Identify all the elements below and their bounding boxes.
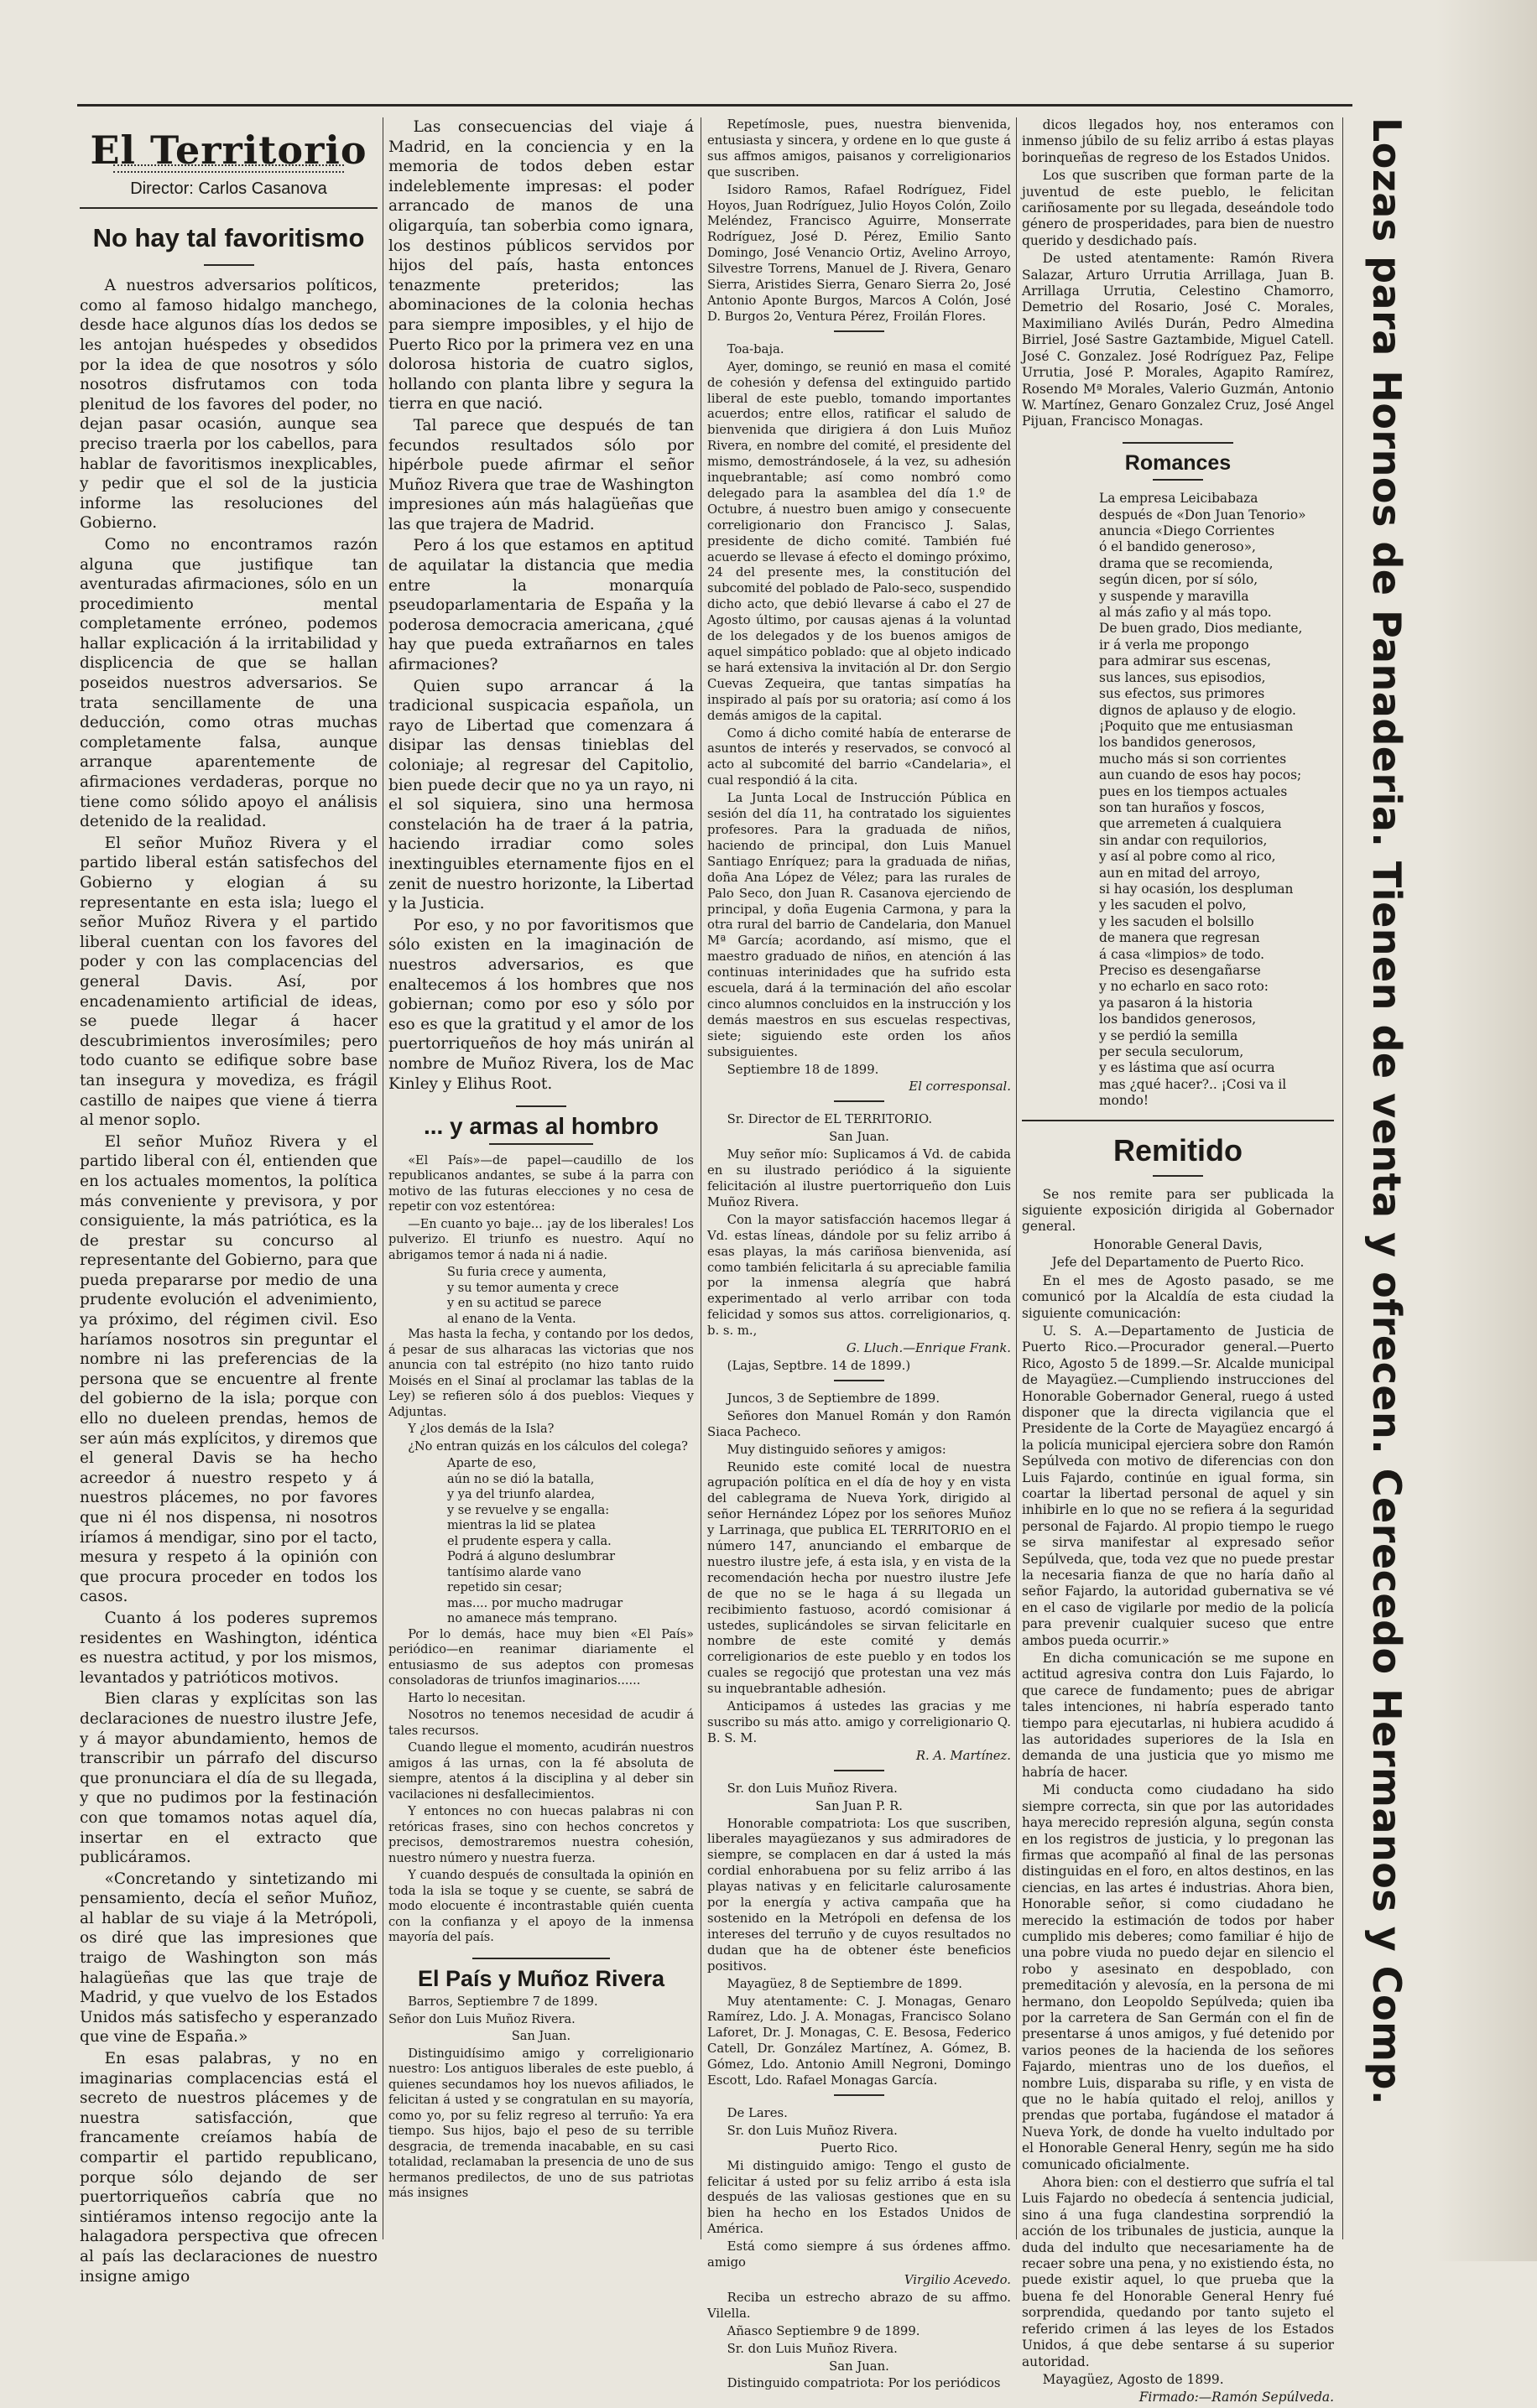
verse-line: sin andar con requilorios, xyxy=(1099,832,1268,848)
paragraph: Juncos, 3 de Septiembre de 1899. xyxy=(727,1391,940,1406)
paragraph: Distinguido compatriota: Por los periódicos xyxy=(727,2376,1001,2391)
paragraph: En dicha comunicación se me supone en actitud agresiva contra don Luis Fajardo, lo que carece de fundamento; pues de abrigar tales intenciones, ni habría esperado tanto tiempo para ejecutarlas, ni hubiera acudido á las autoridades superiores de la Isla en demanda de una justicia que yo mismo me habría de hacer. xyxy=(1022,1651,1334,1780)
signature: G. Lluch.—Enrique Frank. xyxy=(846,1341,1011,1356)
verse-line: los bandidos generosos, xyxy=(1099,735,1257,751)
column-divider xyxy=(1016,117,1017,2239)
paragraph: San Juan. xyxy=(829,2359,889,2374)
short-rule xyxy=(204,264,254,266)
paragraph: Anticipamos á ustedes las gracias y me suscribo su más atto. amigo y correligionario Q. B. S. M. xyxy=(707,1699,1011,1745)
verse-line: ir á verla me propongo xyxy=(1099,637,1249,653)
paragraph: Pero á los que estamos en aptitud de aquilatar la distancia que media entre la monarquía pseudoparlamentaria de España y la poderosa democracia americana, ¿qué hay que pueda extrañarnos en tales afirmaciones? xyxy=(388,537,694,674)
verse-line: anuncia «Diego Corrientes xyxy=(1099,523,1275,539)
verse-line: el prudente espera y calla. xyxy=(447,1534,612,1548)
paragraph: Con la mayor satisfacción hacemos llegar á Vd. estas líneas, dándole por su feliz arribo á esas playas, la más cariñosa bienvenida, así como también felicitarla á su apreciable familia por la inmensa alegría que habrá experimentado al verlo arribar con toda felicidad y somos sus attos. correligionarios, q. b. s. m., xyxy=(707,1212,1011,1339)
verse-line: mas.... por mucho madrugar xyxy=(447,1596,623,1610)
column-4 xyxy=(1022,117,1334,2408)
paragraph: Señor don Luis Muñoz Rivera. xyxy=(388,2012,576,2026)
article-heading: Remitido xyxy=(1112,1132,1243,1168)
column-divider xyxy=(1342,117,1343,2239)
paragraph: Sr. don Luis Muñoz Rivera. xyxy=(727,2123,898,2138)
divider xyxy=(472,1958,610,1959)
verse-line: y así al pobre como al rico, xyxy=(1099,849,1276,865)
paragraph: Nosotros no tenemos necesidad de acudir á tales recursos. xyxy=(388,1708,694,1738)
paragraph: Y ¿los demás de la Isla? xyxy=(408,1422,555,1437)
paragraph: Isidoro Ramos, Rafael Rodríguez, Fidel Hoyos, Juan Rodríguez, Julio Hoyos Colón, Zoilo Meléndez, Francisco Aguirre, Monserrate Rodríguez, José D. Pérez, Emilio Santo Domingo, José Venancio Ortiz, Avelino Arroyo, Silvestre Torrens, Manuel de J. Rivera, Genaro Sierra, Aristides Sierra, Genaro Sierra 2o, José Antonio Aponte Burgos, Marcos A Colón, José D. Burgos 2o, Ventura Pérez, Froilán Flores. xyxy=(707,182,1011,324)
paragraph: Mayagüez, Agosto de 1899. xyxy=(1042,2371,1224,2387)
article-heading: Romances xyxy=(1124,450,1232,475)
signature: R. A. Martínez. xyxy=(915,1748,1011,1763)
signature: El corresponsal. xyxy=(909,1079,1011,1095)
verse-line: son tan huraños y foscos, xyxy=(1099,799,1265,815)
short-rule xyxy=(1153,1175,1203,1177)
paragraph: Toa-baja. xyxy=(727,341,784,356)
divider xyxy=(1022,1120,1334,1121)
paragraph: De usted atentamente: Ramón Rivera Salazar, Arturo Urrutia Arrillaga, Juan B. Arrillaga Urrutia, Celestino Chamorro, Demetrio del Rosario, José C. Morales, Maximiliano Avilés Durán, Pedro Almedina Birriel, José Sastre Gaztambide, Miguel Catell. José C. Gonzalez. José Rodríguez Paz, Felipe Urrutia, José P. Morales, Agapito Ramírez, Rosendo Mª Morales, Valerio Guzmán, Antonio W. Martínez, Genaro Gonzalez Cruz, José Angel Pijuan, Francisco Monagas. xyxy=(1022,251,1334,429)
verse-line: aun en mitad del arroyo, xyxy=(1099,865,1261,881)
verse-line: mientras la lid se platea xyxy=(447,1519,597,1533)
short-rule xyxy=(834,1100,884,1102)
verse-line: y es lástima que así ocurra xyxy=(1099,1060,1275,1076)
verse-line: tantísimo alarde vano xyxy=(447,1565,581,1579)
paragraph: Repetímosle, pues, nuestra bienvenida, entusiasta y sincera, y ordene en lo que guste á sus affmos amigos, paisanos y correligionarios que suscriben. xyxy=(707,117,1011,179)
verse-line: per secula seculorum, xyxy=(1099,1044,1244,1060)
verse-line: y ya del triunfo alardea, xyxy=(447,1488,596,1502)
paragraph: Jefe del Departamento de Puerto Rico. xyxy=(1051,1255,1305,1271)
verse-line: pues en los tiempos actuales xyxy=(1099,783,1288,799)
column-1 xyxy=(80,117,378,2288)
verse-line: Podrá á alguno deslumbrar xyxy=(447,1550,616,1564)
divider xyxy=(489,1143,593,1145)
paragraph: San Juan. xyxy=(511,2030,571,2044)
verse-line: los bandidos generosos, xyxy=(1099,1012,1257,1027)
paragraph: Por lo demás, hace muy bien «El País» periódico—en reanimar diariamente el entusiasmo de sus adeptos con promesas consoladoras de triunfos imaginarios...... xyxy=(388,1627,694,1688)
paragraph: Y entonces no con huecas palabras ni con retóricas frases, sino con hechos concretos y precisos, demostraremos nuestra cohesión, nuestro número y nuestra fuerza. xyxy=(388,1805,694,1865)
verse-line: repetido sin cesar; xyxy=(447,1581,563,1595)
paragraph: Barros, Septiembre 7 de 1899. xyxy=(408,1995,598,2010)
verse-line: y suspende y maravilla xyxy=(1099,588,1249,604)
masthead: El Territorio xyxy=(90,127,367,173)
verse-line: ya pasaron á la historia xyxy=(1099,995,1253,1011)
paragraph: Bien claras y explícitas son las declaraciones de nuestro ilustre Jefe, y á mayor abundamiento, hemos de transcribir un párrafo del discurso que pronunciara el día de su llegada, y que no pudimos por la festinación con que tomamos notas aquel día, insertar en el extracto que publicáramos. xyxy=(80,1690,378,1867)
verse-line: mas ¿qué hacer?.. ¡Cosi va il mondo! xyxy=(1099,1076,1287,1109)
verse-line: y se revuelve y se engalla: xyxy=(447,1503,610,1517)
paragraph: U. S. A.—Departamento de Justicia de Puerto Rico.—Procurador general.—Puerto Rico, Agosto 5 de 1899.—Sr. Alcalde municipal de Mayagüez.—Cumpliendo instrucciones del Honorable Gobernador General, ruego á usted disponer que la directa vigilancia que el Presidente de la Corte de Mayagüez encargó á la policía municipal ejerciera sobre don Ramón Sepúlveda con motivo de diferencias con don Luis Fajardo, continúe en igual forma, sin coartar la libertad personal de aquel y sin inhibirle en lo que no se refiera á la seguridad personal de Fajardo. Al propio tiempo le ruego se sirva manifestar al expresado señor Sepúlveda, que, toda vez que no puede prestar la necesaria fianza de que no haría daño al señor Fajardo, la autoridad gubernativa se vé en el caso de vigilarle por medio de la policía para prevenir cualquier suceso que entre ambos pueda ocurrir.» xyxy=(1022,1323,1334,1648)
verse-line: al enano de la Venta. xyxy=(447,1312,576,1326)
verse-line: dignos de aplauso y de elogio. xyxy=(1099,702,1296,718)
verse-line: aún no se dió la batalla, xyxy=(447,1472,595,1486)
article-heading: El País y Muñoz Rivera xyxy=(417,1965,665,1991)
divider xyxy=(80,207,378,209)
paragraph: Honorable compatriota: Los que suscriben, liberales mayagüezanos y sus admiradores de siempre, se complacen en dar á usted la más cordial enhorabuena por su feliz arribo á las playas nativas y en felicitarle calurosamente por la energía y activa campaña que ha sostenido en la Metrópoli en defensa de los intereses del terruño y de cuyos resultados no dudan que ha de obtener éste beneficios positivos. xyxy=(707,1816,1011,1974)
paragraph: —En cuanto yo baje... ¡ay de los liberales! Los pulverizo. El triunfo es nuestro. Aquí no abrigamos temor á nada ni á nadie. xyxy=(388,1217,694,1262)
paragraph: Puerto Rico. xyxy=(820,2140,899,2156)
verse-line: De buen grado, Dios mediante, xyxy=(1099,621,1303,637)
paragraph: El señor Muñoz Rivera y el partido liberal están satisfechos del Gobierno y elogian á su representante en esta isla; luego el señor Muñoz Rivera y el partido liberal cuentan con los favores del poder y con las complacencias del general Davis. Así, por encadenamiento artificial de ideas, se puede llegar á hacer descubrimientos inverosímiles; pero todo cuanto se edifique sobre base tan insegura y movediza, es frágil castillo de naipes que viene á tierra al menor soplo. xyxy=(80,834,378,1130)
paragraph: En esas palabras, y no en imaginarias complacencias está el secreto de nuestros plácemes y de nuestra satisfacción, que francamente creíamos había de compartir el partido republicano, porque sólo dejando de ser puertorriqueños cabría que no sintiéramos intenso regocijo ante la halagadora perspectiva que ofrecen al país las declaraciones de nuestro insigne amigo xyxy=(80,2050,378,2286)
paragraph: dicos llegados hoy, nos enteramos con inmenso júbilo de su feliz arribo á estas playas borinqueñas de regreso de los Estados Unidos. xyxy=(1022,117,1334,165)
paragraph: Quien supo arrancar á la tradicional suspicacia española, un rayo de Libertad que comenzara á disipar las densas tinieblas del coloniaje; al regresar del Capitolio, bien puede decir que no ya un rayo, ni el sol siquiera, sino una hermosa constelación ha de traer á la patria, haciendo irradiar como soles inextinguibles eternamente fijos en el zenit de nuestro horizonte, la Libertad y la Justicia. xyxy=(388,677,694,913)
verse-line: Su furia crece y aumenta, xyxy=(447,1266,607,1280)
short-rule xyxy=(834,2094,884,2096)
signature: Virgilio Acevedo. xyxy=(904,2273,1011,2287)
paragraph: Sr. don Luis Muñoz Rivera. xyxy=(727,1781,898,1796)
paragraph: «El País»—de papel—caudillo de los republicanos andantes, se sube á la parra con motivo de las futuras elecciones y no cesa de repetir con voz estentórea: xyxy=(388,1153,694,1214)
paragraph: ¿No entran quizás en los cálculos del colega? xyxy=(408,1439,688,1454)
paragraph: Harto lo necesitan. xyxy=(408,1691,526,1705)
paragraph: Reunido este comité local de nuestra agrupación política en el día de hoy y en vista del cablegrama de Nueva York, dirigido al señor Hernández López por los señores Muñoz y Larrinaga, que publica EL TERRITORIO en el número 147, anunciando el embarque de nuestro ilustre jefe, á esta isla, y en vista de la recomendación hecha por nuestro ilustre Jefe de que no se le haga á su llegada un recibimiento fastuoso, acordó comisionar á ustedes, suplicándoles se sirvan felicitarle en nombre de este comité y demás correligionarios de este pueblo y en todos los cuales se regocijó que protestan una vez más su inquebrantable adhesión. xyxy=(707,1459,1011,1697)
verse-line: después de «Don Juan Tenorio» xyxy=(1099,507,1306,523)
short-rule xyxy=(834,330,884,332)
paragraph: (Lajas, Septbre. 14 de 1899.) xyxy=(727,1358,911,1373)
paragraph: Reciba un estrecho abrazo de su affmo. Vilella. xyxy=(707,2290,1011,2321)
paragraph: El señor Muñoz Rivera y el partido liberal con él, entienden que en los actuales momentos, la política más conveniente y previsora, y por consiguiente, la más patriótica, es la de prestar su concurso al representante del Gobierno, para que pueda prepararse por medio de una prudente evolución el advenimiento, ya próximo, del régimen civil. Eso haríamos nosotros sin preguntar el nombre ni las preferencias de la persona que se encuentre al frente del gobierno de la isla; porque con ello no dueleen prendas, hemos de ser aún más explícitos, y diremos que el general Davis se ha hecho acreedor á nuestro respeto y á nuestros plácemes, no por favores que ni él nos dispensa, ni nosotros iríamos á mendigar, sino por el tacto, mesura y respeto á la opinión con que procura proceder en todos los casos. xyxy=(80,1132,378,1606)
paragraph: San Juan P. R. xyxy=(815,1798,903,1813)
verse-line: y su temor aumenta y crece xyxy=(447,1281,619,1295)
verse-line: y se perdió la semilla xyxy=(1099,1027,1238,1043)
paragraph: Mi distinguido amigo: Tengo el gusto de felicitar á usted por su feliz arribo á esta isla después de las valiosas gestiones que en su bien ha hecho en los Estados Unidos de América. xyxy=(707,2158,1011,2237)
verse-line: y no echarlo en saco roto: xyxy=(1099,979,1269,995)
paragraph: Y cuando después de consultada la opinión en toda la isla se toque y se cuente, se sabrá de modo elocuente é incontrastable quién cuenta con la confianza y el apoyo de la inmensa mayoría del país. xyxy=(388,1869,694,1945)
verse-line: para admirar sus escenas, xyxy=(1099,653,1271,669)
paragraph: Señores don Manuel Román y don Ramón Siaca Pacheco. xyxy=(707,1408,1011,1439)
verse-line: ó el bandido generoso», xyxy=(1099,539,1256,555)
verse-line: aun cuando de esos hay pocos; xyxy=(1099,767,1302,783)
article-heading: ... y armas al hombro xyxy=(423,1113,659,1140)
paragraph: Como á dicho comité había de enterarse de asuntos de interés y reservados, se convocó al acto al subcomité del barrio «Candelaria», el cual respondió á la cita. xyxy=(707,726,1011,788)
article-heading: No hay tal favoritismo xyxy=(92,223,365,253)
short-rule xyxy=(1153,479,1203,481)
paper-edge-stain xyxy=(1436,0,1537,2261)
paragraph: Ahora bien: con el destierro que sufría el tal Luis Fajardo no obedecía á sentencia judicial, sino á una fuga clandestina sorprendió la acción de los tribunales de justicia, aunque la duda del indulto que necesariamente ha de recaer sobre una pena, y no existiendo ésta, no puede existir aquel, lo que prueba que la buena fe del Honorable General Henry fué sorprendida, quedando por tanto sujeto el referido crimen á las leyes de los Estados Unidos, á que debe sentarse á su superior autoridad. xyxy=(1022,2175,1334,2369)
verse-line: y les sacuden el bolsillo xyxy=(1099,913,1254,929)
short-rule xyxy=(516,1105,566,1107)
paragraph: Sr. Director de EL TERRITORIO. xyxy=(727,1112,933,1127)
verse-line: mucho más si son corrientes xyxy=(1099,751,1287,767)
paragraph: Mi conducta como ciudadano ha sido siempre correcta, sin que por las autoridades haya merecido represión alguna, según consta en los registros de justicia, y lo pregonan las firmas que acompañó al final de las personas distinguidas en el foro, en altos destinos, en las ciencias, en las artes é industrias. Ahora bien, Honorable señor, si como ciudadano he merecido la estimación de todos por haber cumplido mis deberes; como familiar é hijo de una pobre viuda no puedo dejar en silencio el robo y asesinato en despoblado, con premeditación y alevosía, en la persona de mi hermano, don Leopoldo Sepúlveda; quien iba por la carretera de San Germán con el fin de presentarse á unos amigos, y fué detenido por varios peones de la hacienda de los señores Fajardo, mientras uno de los dueños, el nombre Luis, disparaba su rifle, y en vista de que no le había quitado el reloj, anillos y prendas que portaba, fugándose el matador á Nueva York, de donde ha vuelto indultado por el Honorable General Henry, según me ha sido comunicado oficialmente. xyxy=(1022,1782,1334,2172)
paragraph: Distinguidísimo amigo y correligionario nuestro: Los antiguos liberales de este pueblo, á quienes secundamos hoy los nuevos afiliados, le felicitan á usted y se congratulan en su mayoría, como yo, por su feliz regreso al terruño: Ya era tiempo. Sus hijos, bajo el peso de su terrible desgracia, de tremenda inacabable, en su casi totalidad, reclamaban la presencia de uno de sus hermanos predilectos, de uno de sus patriotas más insignes xyxy=(388,2047,694,2201)
paragraph: En el mes de Agosto pasado, se me comunicó por la Alcaldía de esta ciudad la siguiente comunicación: xyxy=(1022,1272,1334,1321)
paragraph: «Concretando y sintetizando mi pensamiento, decía el señor Muñoz, al hablar de su viaje á la Metrópoli, os diré que las impresiones que traigo de Washington son más halagüeñas que las que traje de Madrid, y que vuelvo de los Estados Unidos más satisfecho y esperanzado que vine de España.» xyxy=(80,1870,378,2047)
short-rule xyxy=(834,1380,884,1381)
paragraph: Tal parece que después de tan fecundos resultados sólo por hipérbole puede afirmar el señor Muñoz Rivera que trae de Washington impresiones aún más halagüeñas que las que trajera de Madrid. xyxy=(388,416,694,533)
verse-line: Preciso es desengañarse xyxy=(1099,963,1261,978)
paragraph: Mayagüez, 8 de Septiembre de 1899. xyxy=(727,1976,962,1991)
paragraph: Como no encontramos razón alguna que justifique tan aventuradas afirmaciones, sólo en un procedimiento mental completamente erróneo, podemos hallar explicación á la irritabilidad y displicencia de que se hallan poseidos nuestros adversarios. Se trata sencillamente de una deducción, como otras muchas completamente falsa, aunque arranque aparentemente de afirmaciones verdaderas, porque no tiene como sólido apoyo el análisis detenido de la realidad. xyxy=(80,535,378,831)
verse-line: si hay ocasión, los despluman xyxy=(1099,881,1294,897)
verse-line: La empresa Leicibabaza xyxy=(1099,491,1258,507)
verse-line: sus lances, sus episodios, xyxy=(1099,669,1266,685)
paragraph: Las consecuencias del viaje á Madrid, en la conciencia y en la memoria de todos deben estar indeleblemente impresas: el poder arrancado de manos de una oligarquía, tan soberbia como ignara, los destinos públicos servidos por hijos del país, hasta entonces tenazmente preteridos; las abominaciones de la colonia hechas para siempre imposibles, y el hijo de Puerto Rico por la primera vez en una dolorosa historia de cuatro siglos, hollando con planta libre y segura la tierra en que nació. xyxy=(388,118,694,413)
verse-line: Aparte de eso, xyxy=(447,1457,537,1471)
paragraph: San Juan. xyxy=(829,1130,889,1145)
paragraph: A nuestros adversarios políticos, como al famoso hidalgo manchego, desde hace algunos días los dedos se les antojan huéspedes y obsedidos por la idea de que nosotros y sólo nosotros disfrutamos con toda plenitud de los favores del poder, no dejan pasar ocasión, aunque sea preciso traerla por los cabellos, para hablar de favoritismos inexplicables, y pedir que el sol de la justicia informe las resoluciones del Gobierno. xyxy=(80,277,378,533)
paragraph: Muy señor mío: Suplicamos á Vd. de cabida en su ilustrado periódico á la siguiente felicitación al ilustre puertorriqueño don Luis Muñoz Rivera. xyxy=(707,1147,1011,1209)
paragraph: Mas hasta la fecha, y contando por los dedos, á pesar de sus alharacas las victorias que nos anuncia con tal estrépito (no hizo tanto ruido Moisés en el Sinaí al proclamar las tablas de la Ley) se refieren sólo á dos pueblos: Vieques y Adjuntas. xyxy=(388,1328,694,1419)
paragraph: De Lares. xyxy=(727,2105,788,2120)
paragraph: La Junta Local de Instrucción Pública en sesión del día 11, ha contratado los siguientes profesores. Para la graduada de niños, haciendo de principal, don Luis Manuel Santiago Enríquez; para la graduada de niñas, doña Ana López de Vélez; para las rurales de Palo Seco, don Juan R. Casanova ejerciendo de principal, y doña Eugenia Carmona, y para la otra rural del barrio de Candelaria, don Manuel Mª García; acordando, así mismo, que el maestro graduado de niños, en atención á las continuas interinidades que ha sufrido esta escuela, dará á la terminación del año escolar cinco alumnos concluidos en la instrucción y los demás maestros en sus escuelas respectivas, siete; siguiendo este orden los años subsiguientes. xyxy=(707,791,1011,1059)
paragraph: Ayer, domingo, se reunió en masa el comité de cohesión y defensa del extinguido partido liberal de este pueblo, tomando importantes acuerdos; entre ellos, ratificar el saludo de bienvenida que dirigiera á don Luis Muñoz Rivera, en nombre del comité, el presidente del mismo, demostrándosele, á la vez, su adhesión inquebrantable; así como nombró como delegado para la asamblea del día 1.º de Octubre, á nuestro buen amigo y consecuente correligionario don Francisco J. Salas, presidente de dicho comité. También fué acuerdo se llevase á efecto el domingo próximo, 24 del presente mes, la constitución del subcomité del poblado de Palo-seco, suspendido dicho acto, que debió llevarse á cabo el 27 de Agosto último, por causas ajenas á la voluntad de los delegados y de los buenos amigos de aquel simpático poblado: que al objeto indicado se hará extensiva la invitación al Dr. don Sergio Cuevas Zequeira, que tantas simpatías ha inspirado al país por su oratoria; así como á los demás amigos de la capital. xyxy=(707,359,1011,723)
verse-line: y en su actitud se parece xyxy=(447,1297,602,1311)
verse-line: no amanece más temprano. xyxy=(447,1612,617,1626)
verse-line: ¡Poquito que me entusiasman xyxy=(1099,718,1294,734)
short-rule xyxy=(834,1770,884,1771)
signature: Firmado:—Ramón Sepúlveda. xyxy=(1138,2390,1334,2405)
verse-line: que arremeten á cualquiera xyxy=(1099,816,1282,832)
paragraph: Cuanto á los poderes supremos residentes en Washington, idéntica es nuestra actitud, y por los mismos, levantados y patrióticos motivos. xyxy=(80,1609,378,1687)
paragraph: Está como siempre á sus órdenes affmo. amigo xyxy=(707,2239,1011,2270)
paragraph: Muy distinguido señores y amigos: xyxy=(727,1442,946,1457)
verse-line: de manera que regresan xyxy=(1099,930,1260,946)
verse-line: y les sacuden el polvo, xyxy=(1099,897,1247,913)
verse-line: al más zafio y al más topo. xyxy=(1099,605,1272,621)
side-advertisement xyxy=(1352,117,1420,2231)
verse-line: drama que se recomienda, xyxy=(1099,555,1274,571)
paragraph: Cuando llegue el momento, acudirán nuestros amigos á las urnas, con la fé absoluta de siempre, atentos á la disciplina y al deber sin vacilaciones ni desfallecimientos. xyxy=(388,1741,694,1802)
paragraph: Muy atentamente: C. J. Monagas, Genaro Ramírez, Ldo. J. A. Monagas, Francisco Solano Laforet, Dr. J. Monagas, C. E. Besosa, Federico Catell, Dr. González Martínez, A. Gómez, B. Gómez, Ldo. Antonio Amill Negroni, Domingo Escott, Ldo. Rafael Monagas García. xyxy=(707,1994,1011,2088)
paragraph: Añasco Septiembre 9 de 1899. xyxy=(727,2323,920,2338)
paragraph: Los que suscriben que forman parte de la juventud de este pueblo, le felicitan cariñosamente por su llegada, deseándole todo género de prosperidades, para bien de nuestro querido y desdichado país. xyxy=(1022,168,1334,248)
divider xyxy=(1123,442,1233,444)
paragraph: Sr. don Luis Muñoz Rivera. xyxy=(727,2341,898,2356)
side-advertisement-text: Lozas para Hornos de Panaderia. Tienen de venta y ofrecen. Cerecedo Hermanos y Comp. xyxy=(1364,117,1409,2105)
column-2 xyxy=(388,117,694,2203)
paragraph: Honorable General Davis, xyxy=(1093,1236,1263,1252)
paragraph: Por eso, y no por favoritismos que sólo existen en la imaginación de nuestros adversarios, es que enaltecemos á los hombres que nos gobiernan; como por eso y sólo por eso es que la gratitud y el amor de los puertorriqueños de hoy más unirán al nombre de Muñoz Rivera, los de Mac Kinley y Elihus Root. xyxy=(388,916,694,1093)
paragraph: Septiembre 18 de 1899. xyxy=(727,1062,879,1077)
verse-line: sus efectos, sus primores xyxy=(1099,686,1265,702)
director-line: Director: Carlos Casanova xyxy=(130,179,327,198)
column-3 xyxy=(707,117,1011,2394)
paragraph: Se nos remite para ser publicada la siguiente exposición dirigida al Gobernador general. xyxy=(1022,1186,1334,1235)
top-rule xyxy=(77,104,1352,107)
verse-line: según dicen, por sí sólo, xyxy=(1099,572,1258,588)
verse-line: á casa «limpios» de todo. xyxy=(1099,946,1264,962)
